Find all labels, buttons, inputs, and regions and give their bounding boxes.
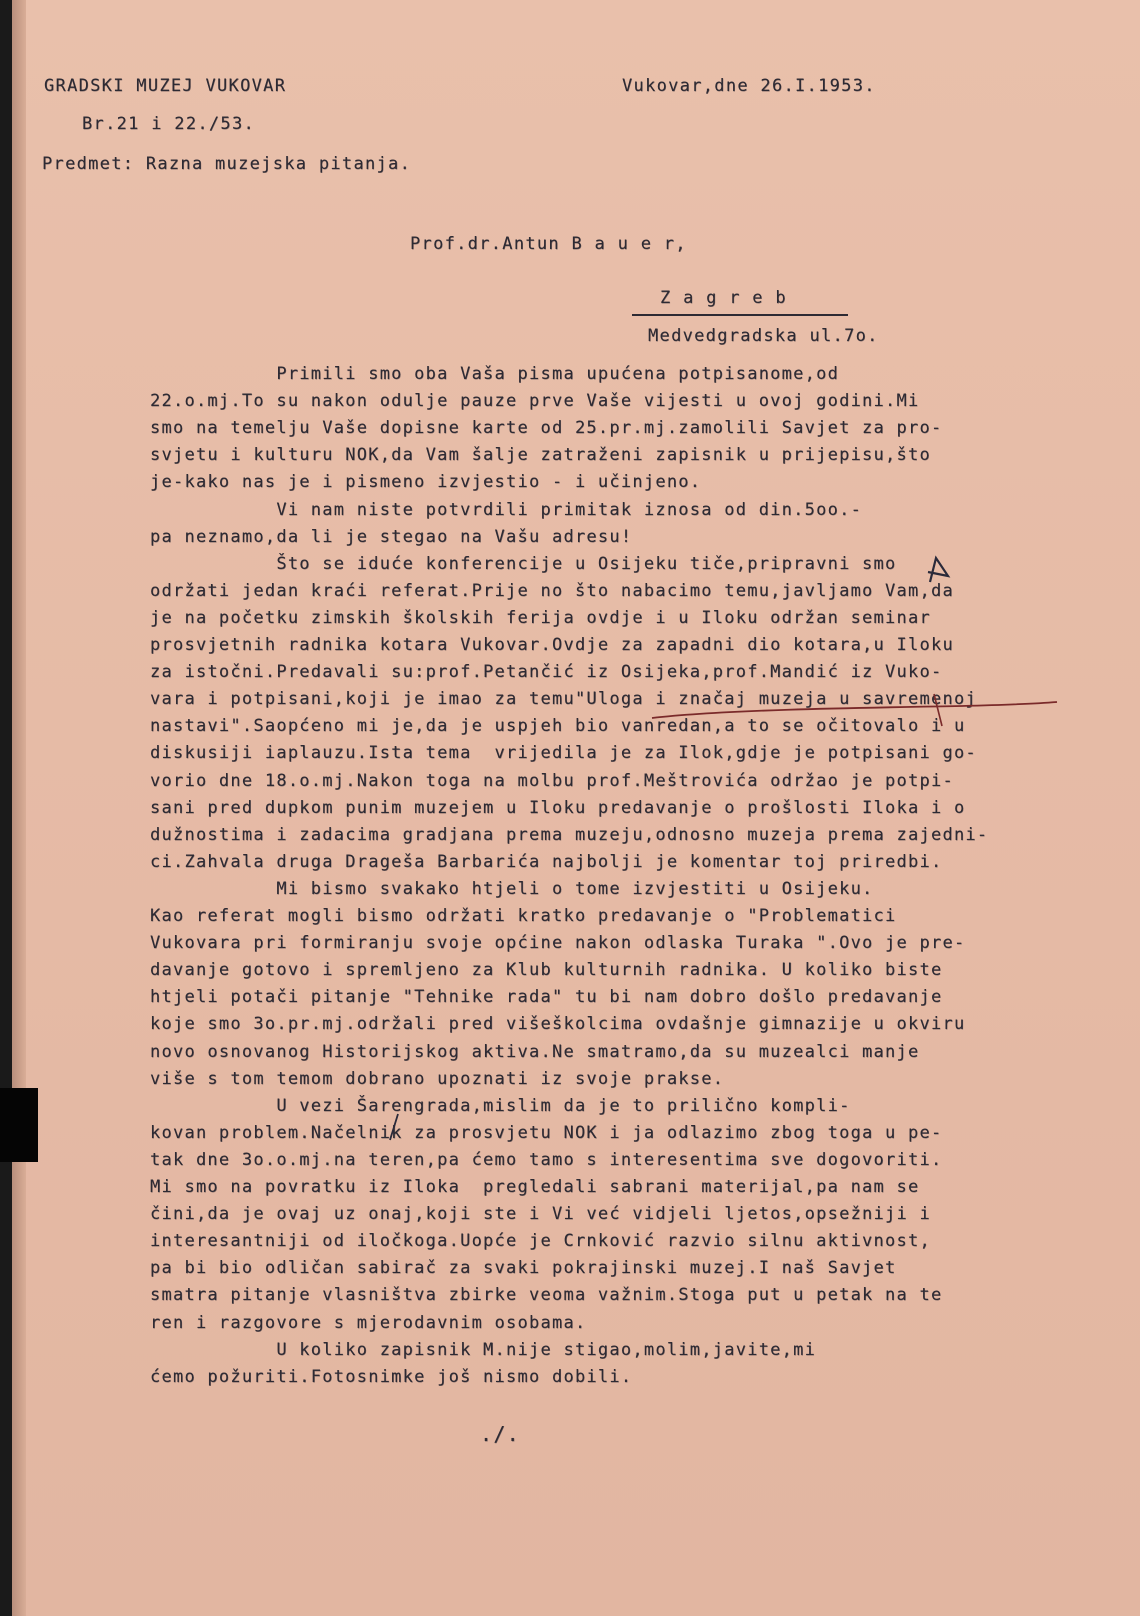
body-line: pa neznamo,da li je stegao na Vašu adresu! (150, 526, 633, 547)
recipient-name: Prof.dr.Antun B a u e r, (410, 234, 687, 254)
city-underline (632, 314, 848, 316)
body-line: ci.Zahvala druga Drageša Barbarića najbolji je komentar toj priredbi. (150, 851, 943, 872)
body-line: davanje gotovo i spremljeno za Klub kulturnih radnika. U koliko biste (150, 960, 943, 981)
body-line: održati jedan kraći referat.Prije no što nabacimo temu,javljamo Vam,da (150, 580, 954, 601)
body-line: novo osnovanog Historijskog aktiva.Ne smatramo,da su muzealci manje (150, 1041, 920, 1062)
body-line: je-kako nas je i pismeno izvjestio - i učinjeno. (150, 472, 702, 493)
body-line: U vezi Šarengrada,mislim da je to prilično kompli- (150, 1095, 851, 1116)
body-line: nastavi".Saopćeno mi je,da je uspjeh bio vanredan,a to se očitovalo i u (150, 716, 966, 737)
body-line: Mi smo na povratku iz Iloka pregledali sabrani materijal,pa nam se (150, 1177, 920, 1197)
body-line: interesantniji od iločkoga.Uopće je Crnković razvio silnu aktivnost, (150, 1231, 931, 1252)
body-line: vara i potpisani,koji je imao za temu"Uloga i značaj muzeja u savremenoj (150, 689, 977, 710)
body-line: ren i razgovore s mjerodavnim osobama. (150, 1312, 587, 1333)
recipient-city: Z a g r e b (660, 288, 787, 308)
body-line: kovan problem.Načelnik za prosvjetu NOK i ja odlazimo zbog toga u pe- (150, 1122, 943, 1143)
closing-mark: ./. (480, 1422, 521, 1446)
subject-line: Predmet: Razna muzejska pitanja. (42, 154, 412, 174)
body-line: tak dne 3o.o.mj.na teren,pa ćemo tamo s interesentima sve dogovoriti. (150, 1149, 943, 1170)
body-line: Što se iduće konferencije u Osijeku tiče,pripravni smo (150, 553, 897, 574)
body-line: više s tom temom dobrano upoznati iz svoje prakse. (150, 1068, 725, 1089)
body-line: koje smo 3o.pr.mj.održali pred višeškolcima ovdašnje gimnazije u okviru (150, 1014, 966, 1035)
body-line: čini,da je ovaj uz onaj,koji ste i Vi već vidjeli ljetos,opsežniji i (150, 1204, 931, 1225)
body-line: vorio dne 18.o.mj.Nakon toga na molbu prof.Meštrovića održao je potpi- (150, 770, 954, 791)
place-and-date: Vukovar,dne 26.I.1953. (622, 76, 876, 96)
handwritten-underline-mark (642, 690, 1062, 730)
body-line: prosvjetnih radnika kotara Vukovar.Ovdje za zapadni dio kotara,u Iloku (150, 635, 954, 655)
body-line: U koliko zapisnik M.nije stigao,molim,javite,mi (150, 1339, 817, 1360)
handwritten-correction-mark (922, 552, 958, 588)
body-line: Vukovara pri formiranju svoje općine nakon odlaska Turaka ".Ovo je pre- (150, 933, 966, 954)
body-line: za istočni.Predavali su:prof.Petančić iz Osijeka,prof.Mandić iz Vuko- (150, 662, 943, 683)
body-line: smatra pitanje vlasništva zbirke veoma važnim.Stoga put u petak na te (150, 1285, 943, 1306)
body-line: Mi bismo svakako htjeli o tome izvjestiti u Osijeku. (150, 878, 874, 899)
body-line: dužnostima i zadacima gradjana prema muzeju,odnosno muzeja prema zajedni- (150, 824, 989, 845)
reference-number: Br.21 i 22./53. (82, 114, 256, 134)
body-line: pa bi bio odličan sabirač za svaki pokrajinski muzej.I naš Savjet (150, 1258, 897, 1279)
body-line: je na početku zimskih školskih ferija ovdje i u Iloku održan seminar (150, 607, 931, 628)
body-line: smo na temelju Vaše dopisne karte od 25.pr.mj.zamolili Savjet za pro- (150, 418, 943, 439)
recipient-street: Medvedgradska ul.7o. (648, 326, 879, 346)
body-line: svjetu i kulturu NOK,da Vam šalje zatraženi zapisnik u prijepisu,što (150, 445, 931, 466)
handwritten-stroke-mark (384, 1112, 404, 1142)
body-line: ćemo požuriti.Fotosnimke još nismo dobili. (150, 1366, 633, 1387)
body-line: htjeli potači pitanje "Tehnike rada" tu bi nam dobro došlo predavanje (150, 987, 943, 1008)
body-line: Kao referat mogli bismo održati kratko predavanje o "Problematici (150, 906, 897, 926)
letter-sheet (12, 0, 1140, 1616)
punch-hole-dark-area (0, 1088, 38, 1162)
institution-name: GRADSKI MUZEJ VUKOVAR (44, 76, 287, 96)
body-line: diskusiji iaplauzu.Ista tema vrijedila je za Ilok,gdje je potpisani go- (150, 743, 977, 764)
body-line: Primili smo oba Vaša pisma upućena potpisanome,od (150, 364, 840, 384)
body-line: sani pred dupkom punim muzejem u Iloku predavanje o prošlosti Iloka i o (150, 797, 966, 818)
body-line: Vi nam niste potvrdili primitak iznosa od din.5oo.- (150, 499, 863, 520)
paper-edge (12, 0, 26, 1616)
body-line: 22.o.mj.To su nakon odulje pauze prve Vaše vijesti u ovoj godini.Mi (150, 391, 920, 412)
